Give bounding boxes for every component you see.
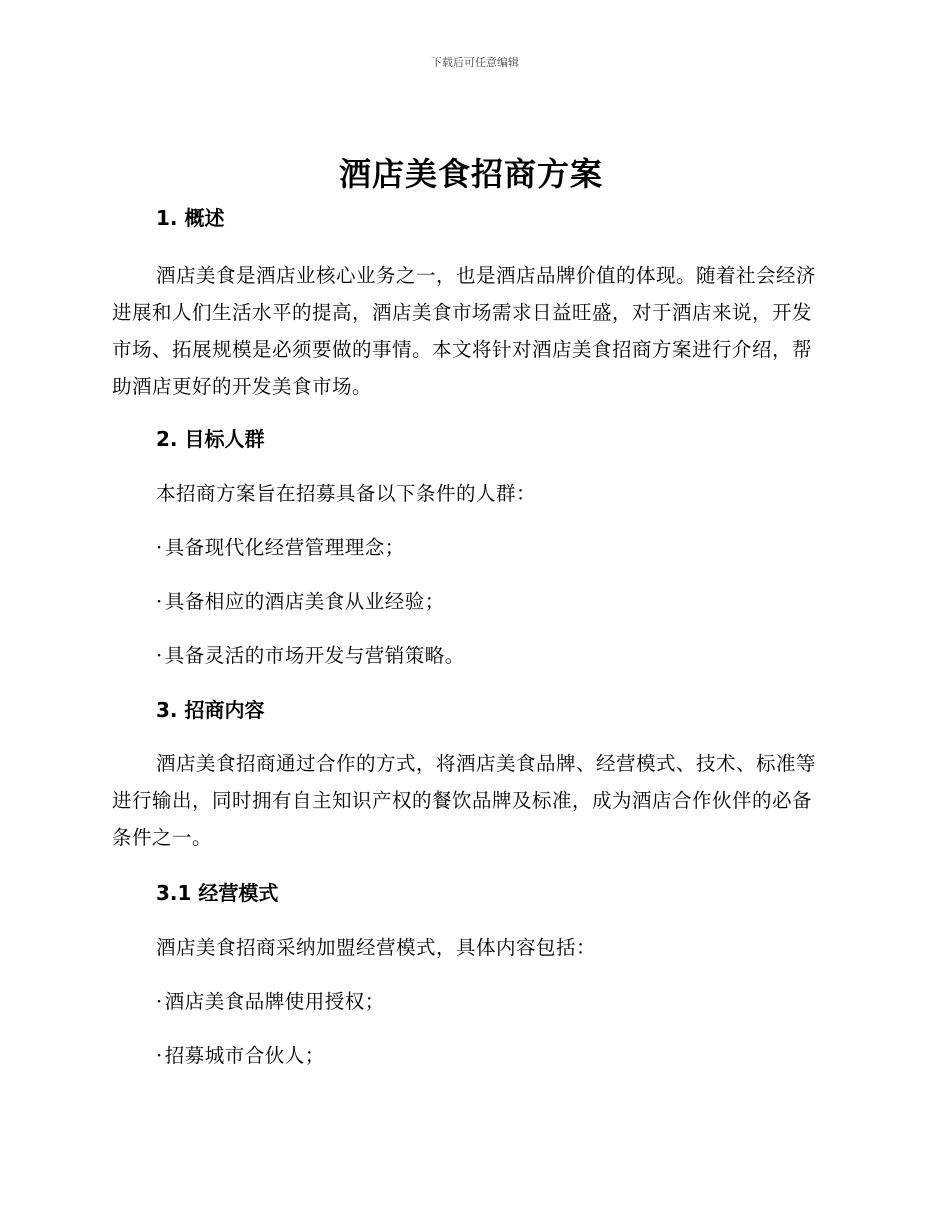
bullet-marker: · xyxy=(156,590,163,613)
section-heading-target: 2. 目标人群 xyxy=(156,427,265,451)
bullet-marker: · xyxy=(156,1044,163,1067)
section-heading-model: 3.1 经营模式 xyxy=(156,881,279,905)
section-heading-overview: 1. 概述 xyxy=(156,206,225,230)
model-bullet-2: · 招募城市合伙人； xyxy=(156,1044,325,1067)
bullet-marker: · xyxy=(156,990,163,1013)
target-intro: 本招商方案旨在招募具备以下条件的人群： xyxy=(156,482,537,505)
document-body xyxy=(112,148,830,1071)
target-bullet-3: · 具备灵活的市场开发与营销策略。 xyxy=(156,644,465,667)
content-paragraph: 酒店美食招商通过合作的方式，将酒店美食品牌、经营模式、技术、标准等进行输出，同时拥有自主知识产权的餐饮品牌及标准，成为酒店合作伙伴的必备条件之一。 xyxy=(112,752,817,849)
header-note: 下载后可任意编辑 xyxy=(431,56,519,69)
target-bullet-1: · 具备现代化经营管理理念； xyxy=(156,536,405,559)
overview-paragraph: 酒店美食是酒店业核心业务之一，也是酒店品牌价值的体现。随着社会经济进展和人们生活水平的提高，酒店美食市场需求日益旺盛，对于酒店来说，开发市场、拓展规模是必须要做的事情。本文将针对酒店美食招商方案进行介绍，帮助酒店更好的开发美食市场。 xyxy=(112,264,817,398)
document-title: 酒店美食招商方案 xyxy=(338,155,603,193)
model-bullet-1: · 酒店美食品牌使用授权； xyxy=(156,990,385,1013)
target-bullet-2: · 具备相应的酒店美食从业经验； xyxy=(156,590,445,613)
bullet-marker: · xyxy=(156,536,163,559)
bullet-marker: · xyxy=(156,644,163,667)
section-heading-content: 3. 招商内容 xyxy=(156,698,265,722)
model-intro: 酒店美食招商采纳加盟经营模式，具体内容包括： xyxy=(156,936,597,959)
